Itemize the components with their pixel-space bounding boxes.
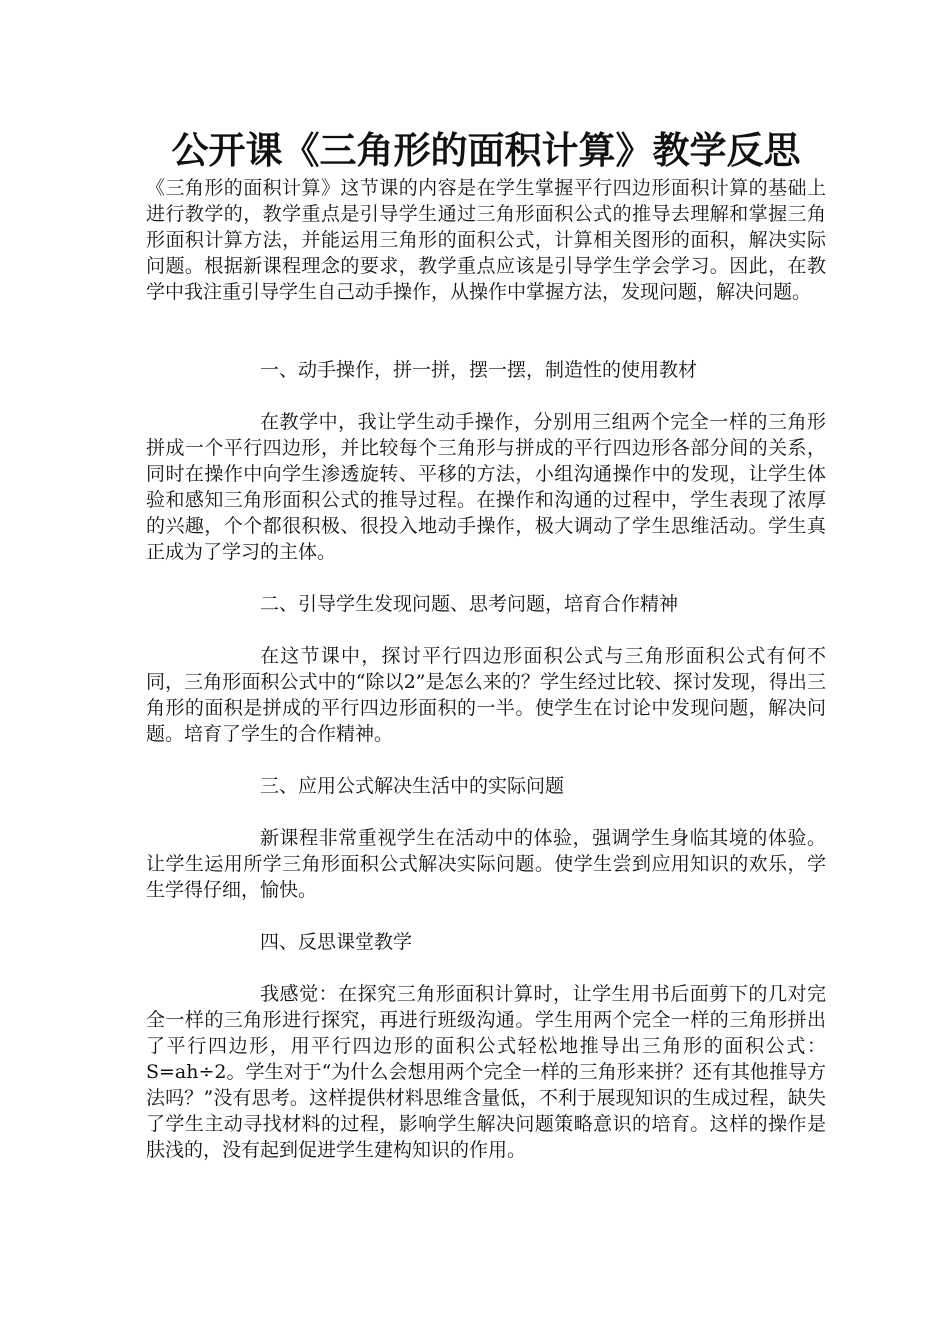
section-body-4: 我感觉：在探究三角形面积计算时，让学生用书后面剪下的几对完全一样的三角形进行探究，再进行班级沟通。学生用两个完全一样的三角形拼出了平行四边形，用平行四边形的面积公式轻松地推导出三角形的面积公式：S=ah÷2。学生对于“为什么会想用两个完全一样的三角形来拼？还有其他推导方法吗？”没有思考。这样提供材料思维含量低，不利于展现知识的生成过程，缺失了学生主动寻找材料的过程，影响学生解决问题策略意识的培育。这样的操作是肤浅的，没有起到促进学生建构知识的作用。 <box>146 983 826 1161</box>
spacer <box>146 383 826 409</box>
document-title: 公开课《三角形的面积计算》教学反思 <box>171 129 801 172</box>
section-heading-3: 三、应用公式解决生活中的实际问题 <box>260 775 565 797</box>
spacer <box>146 799 826 825</box>
section-heading-4: 四、反思课堂教学 <box>260 931 413 953</box>
section-body-2: 在这节课中，探讨平行四边形面积公式与三角形面积公式有何不同，三角形面积公式中的“除以2”是怎么来的？学生经过比较、探讨发现，得出三角形的面积是拼成的平行四边形面积的一半。使学生在讨论中发现问题，解决问题。培育了学生的合作精神。 <box>146 645 826 745</box>
section-body-1: 在教学中，我让学生动手操作，分别用三组两个完全一样的三角形拼成一个平行四边形，并比较每个三角形与拼成的平行四边形各部分间的关系，同时在操作中向学生渗透旋转、平移的方法，小组沟通操作中的发现，让学生体验和感知三角形面积公式的推导过程。在操作和沟通的过程中，学生表现了浓厚的兴趣，个个都很积极、很投入地动手操作，极大调动了学生思维活动。学生真正成为了学习的主体。 <box>146 411 826 563</box>
spacer <box>146 617 826 643</box>
spacer <box>146 747 826 773</box>
section-heading-1: 一、动手操作，拼一拼，摆一摆，制造性的使用教材 <box>260 359 698 381</box>
intro-paragraph: 《三角形的面积计算》这节课的内容是在学生掌握平行四边形面积计算的基础上进行教学的，教学重点是引导学生通过三角形面积公式的推导去理解和掌握三角形面积计算方法，并能运用三角形的面积公式，计算相关图形的面积，解决实际问题。根据新课程理念的要求，教学重点应该是引导学生学会学习。因此，在教学中我注重引导学生自己动手操作，从操作中掌握方法，发现问题，解决问题。 <box>146 177 826 303</box>
document-page <box>146 125 826 1163</box>
spacer <box>146 565 826 591</box>
section-heading-2: 二、引导学生发现问题、思考问题，培育合作精神 <box>260 593 679 615</box>
section-body-3: 新课程非常重视学生在活动中的体验，强调学生身临其境的体验。让学生运用所学三角形面积公式解决实际问题。使学生尝到应用知识的欢乐，学生学得仔细，愉快。 <box>146 827 826 901</box>
spacer <box>146 955 826 981</box>
spacer <box>146 305 826 357</box>
spacer <box>146 903 826 929</box>
